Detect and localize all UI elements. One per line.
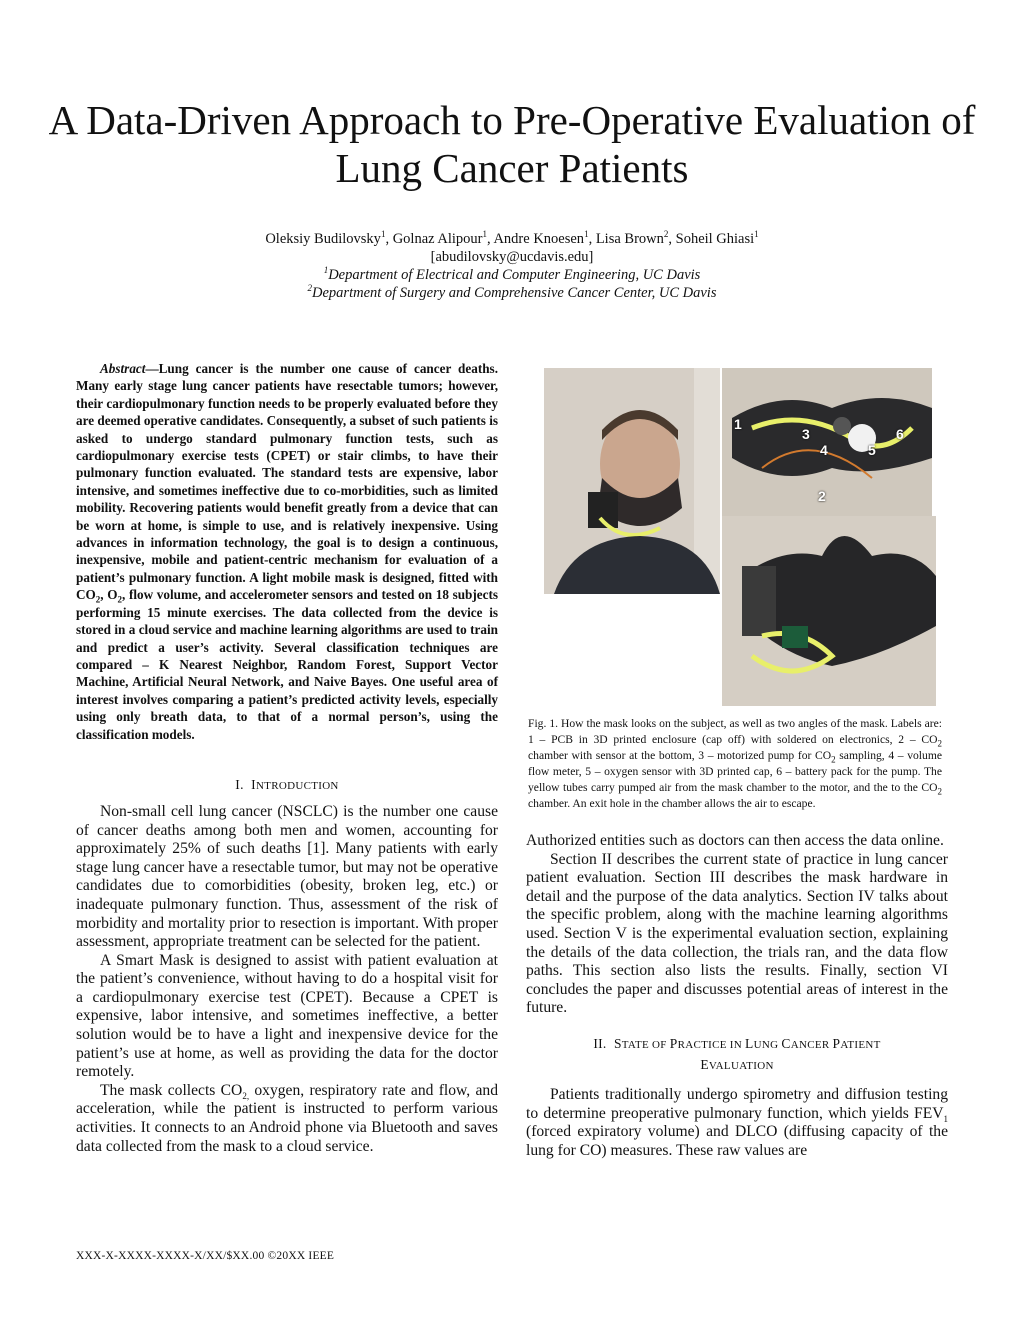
heading-smallcaps: UNG <box>753 1038 782 1051</box>
affiliation-sup: 1 <box>323 265 329 276</box>
heading-smallcaps: RACTICE IN <box>677 1038 746 1051</box>
section-heading-introduction <box>76 777 498 793</box>
paragraph-text: Patients traditionally undergo spirometry and diffusion testing to determine preoperative pulmonary function, which yields FEV <box>526 1085 948 1122</box>
abstract <box>76 360 498 743</box>
author-name: Lisa Brown <box>595 231 664 247</box>
abstract-label: Abstract <box>100 361 146 376</box>
subject-wearing-mask-photo <box>544 368 720 594</box>
heading-smallcaps: NTRODUCTION <box>255 779 339 792</box>
caption-text: sampling, 4 – volume flow meter, 5 – oxygen sensor with 3D printed cap, 6 – battery pack for the pump. The yellow tubes carry pumped air from the mask chamber to the motor, and the to the CO <box>528 749 942 794</box>
heading-initial: L <box>745 1035 754 1051</box>
abstract-text: , O <box>100 587 118 603</box>
heading-smallcaps: ATIENT <box>840 1038 881 1051</box>
state-of-practice-paragraph <box>526 1086 948 1160</box>
section-heading-state-of-practice <box>526 1034 948 1076</box>
heading-smallcaps: TATE OF <box>621 1038 670 1051</box>
subscript: 2 <box>117 594 122 605</box>
intro-paragraph-2: A Smart Mask is designed to assist with patient evaluation at the patient’s convenience, without having to do a hospital visit for a cardiopulmonary exercise test (CPET). Because a CPET is expensive, labor intensive, and sometimes ineffective, a better solution would be to have a light and inexpensive device for the patient’s use at home, as well as providing the data for the doctor remotely. <box>76 951 498 1081</box>
author-affil-sup: 1 <box>754 229 759 240</box>
heading-initial: I <box>251 776 256 792</box>
intro-paragraph-3 <box>76 1082 498 1156</box>
author-name: Soheil Ghiasi <box>675 231 755 247</box>
figure-1-caption <box>526 716 948 812</box>
copyright-footer: XXX-X-XXXX-XXXX-X/XX/$XX.00 ©20XX IEEE <box>76 1250 335 1262</box>
heading-initial: P <box>669 1035 678 1051</box>
subscript: 2 <box>95 594 101 605</box>
author-block <box>100 230 924 302</box>
affiliation-sup: 2 <box>307 283 313 294</box>
subscript: 2 <box>831 754 836 765</box>
subscript: 2 <box>937 738 942 749</box>
paper-title: A Data-Driven Approach to Pre-Operative Evaluation of Lung Cancer Patients <box>48 97 976 191</box>
subscript: 1 <box>943 1113 948 1124</box>
caption-text: chamber with sensor at the bottom, 3 – motorized pump for CO <box>528 749 832 762</box>
author-email: [abudilovsky@ucdavis.edu] <box>430 249 594 265</box>
author-affil-sup: 1 <box>584 229 589 240</box>
left-column <box>76 360 498 1156</box>
heading-initial: P <box>832 1035 841 1051</box>
abstract-dash: — <box>145 361 159 376</box>
abstract-text: Lung cancer is the number one cause of cancer deaths. Many early stage lung cancer patients have resectable tumors; however, their cardiopulmonary function needs to be properly evaluated before they are deemed operative candidates. Consequently, a subset of such patients is asked to undergo standard pulmonary function tests, such as cardiopulmonary exercise tests (CPET) or stair climbs, to have their pulmonary function evaluated. The standard tests are expensive, labor intensive, and sometimes ineffective due to co-morbidities, such as limited mobility. Recovering patients would benefit greatly from a device that can be worn at home, is simple to use, and is relatively inexpensive. Using advances in information technology, the goal is to design a continuous, inexpensive, mobile and patient-centric mechanism for evaluation of a patient’s pulmonary function. A light mobile mask is designed, fitted with CO <box>76 361 498 603</box>
section-number: II. <box>593 1035 607 1051</box>
section-number: I. <box>235 776 244 792</box>
heading-initial: C <box>781 1035 791 1051</box>
caption-text: Fig. 1. How the mask looks on the subject, as well as two angles of the mask. Labels are: 1 – PCB in 3D printed enclosure (cap off) with soldered on electronics, 2 – CO <box>528 717 942 746</box>
author-name: Golnaz Alipour <box>392 231 483 247</box>
right-column <box>526 368 948 1160</box>
subscript: 2, <box>242 1090 250 1101</box>
affiliation-2 <box>100 284 924 302</box>
author-name: Andre Knoesen <box>493 231 585 247</box>
caption-text: chamber. An exit hole in the chamber allows the air to escape. <box>528 797 816 810</box>
author-affil-sup: 2 <box>663 229 669 240</box>
figure-label: 4 <box>820 442 828 458</box>
paragraph-text: (forced expiratory volume) and DLCO (diffusing capacity of the lung for CO) measures. These raw values are <box>526 1123 948 1159</box>
affiliation-text: Department of Surgery and Comprehensive Cancer Center, UC Davis <box>312 285 717 301</box>
intro-paragraph-1: Non-small cell lung cancer (NSCLC) is the number one cause of cancer deaths among both men and women, accounting for approximately 25% of such deaths [1]. Many patients with early stage lung cancer have a resectable tumor, but may not be operative candidates due to comorbidities (obesity, broken leg, etc.) or inadequate pulmonary function. Thus, assessment of the risk of morbidity and mortality prior to resection is important. With proper assessment, appropriate treatment can be selected for the patient. <box>76 802 498 951</box>
figure-label: 2 <box>818 488 826 504</box>
figure-label: 3 <box>802 426 810 442</box>
heading-smallcaps: ANCER <box>790 1038 833 1051</box>
figure-label: 5 <box>868 442 876 458</box>
paragraph-text: oxygen, respiratory rate and flow, and acceleration, while the patient is instructed to perform various activities. It connects to an Android phone via Bluetooth and saves data collected from the mask to a cloud service. <box>76 1081 498 1155</box>
author-affil-sup: 1 <box>380 229 386 240</box>
author-affil-sup: 1 <box>482 229 487 240</box>
subscript: 2 <box>937 786 942 797</box>
mask-side-view-photo <box>722 516 936 706</box>
author-names: Oleksiy Budilovsky$^1$, Golnaz Alipour$^1$, Andre Knoesen$^1$, Lisa Brown$^2$, Soheil Ghiasi$^1$ <box>265 229 759 247</box>
heading-smallcaps: VALUATION <box>708 1059 774 1072</box>
heading-initial: E <box>700 1056 709 1072</box>
heading-initial: S <box>613 1035 622 1051</box>
abstract-text: , flow volume, and accelerometer sensors and tested on 18 subjects performing 15 minute exercises. The data collected from the device is stored in a cloud service and machine learning algorithms are used to train and predict a user’s activity. Several classification techniques are compared – K Nearest Neighbor, Random Forest, Support Vector Machine, Artificial Neural Network, and Naive Bayes. One useful area of interest involves comparing a patient’s predicted activity levels, especially using only breath data, to that of a normal person’s, using the classification models. <box>76 587 498 742</box>
right-paragraph-2: Section II describes the current state of practice in lung cancer patient evaluation. Section III describes the mask hardware in detail and the purpose of the data analytics. Section IV talks about the specific problem, along with the machine learning algorithms used. Section V is the experimental evaluation section, explaining the details of the data collection, the trials ran, and the data flow paths. This section also lists the results. Finally, section VI concludes the paper and discusses potential areas of interest in the future. <box>526 850 948 1017</box>
figure-label: 6 <box>896 426 904 442</box>
affiliation-1 <box>100 266 924 284</box>
right-paragraph-1: Authorized entities such as doctors can then access the data online. <box>526 832 944 849</box>
figure-1 <box>544 368 936 708</box>
affiliation-text: Department of Electrical and Computer Engineering, UC Davis <box>328 267 701 283</box>
mask-top-view-photo <box>722 368 932 523</box>
paragraph-text: The mask collects CO <box>100 1081 243 1099</box>
figure-label: 1 <box>734 416 742 432</box>
author-name: Oleksiy Budilovsky <box>265 231 381 247</box>
